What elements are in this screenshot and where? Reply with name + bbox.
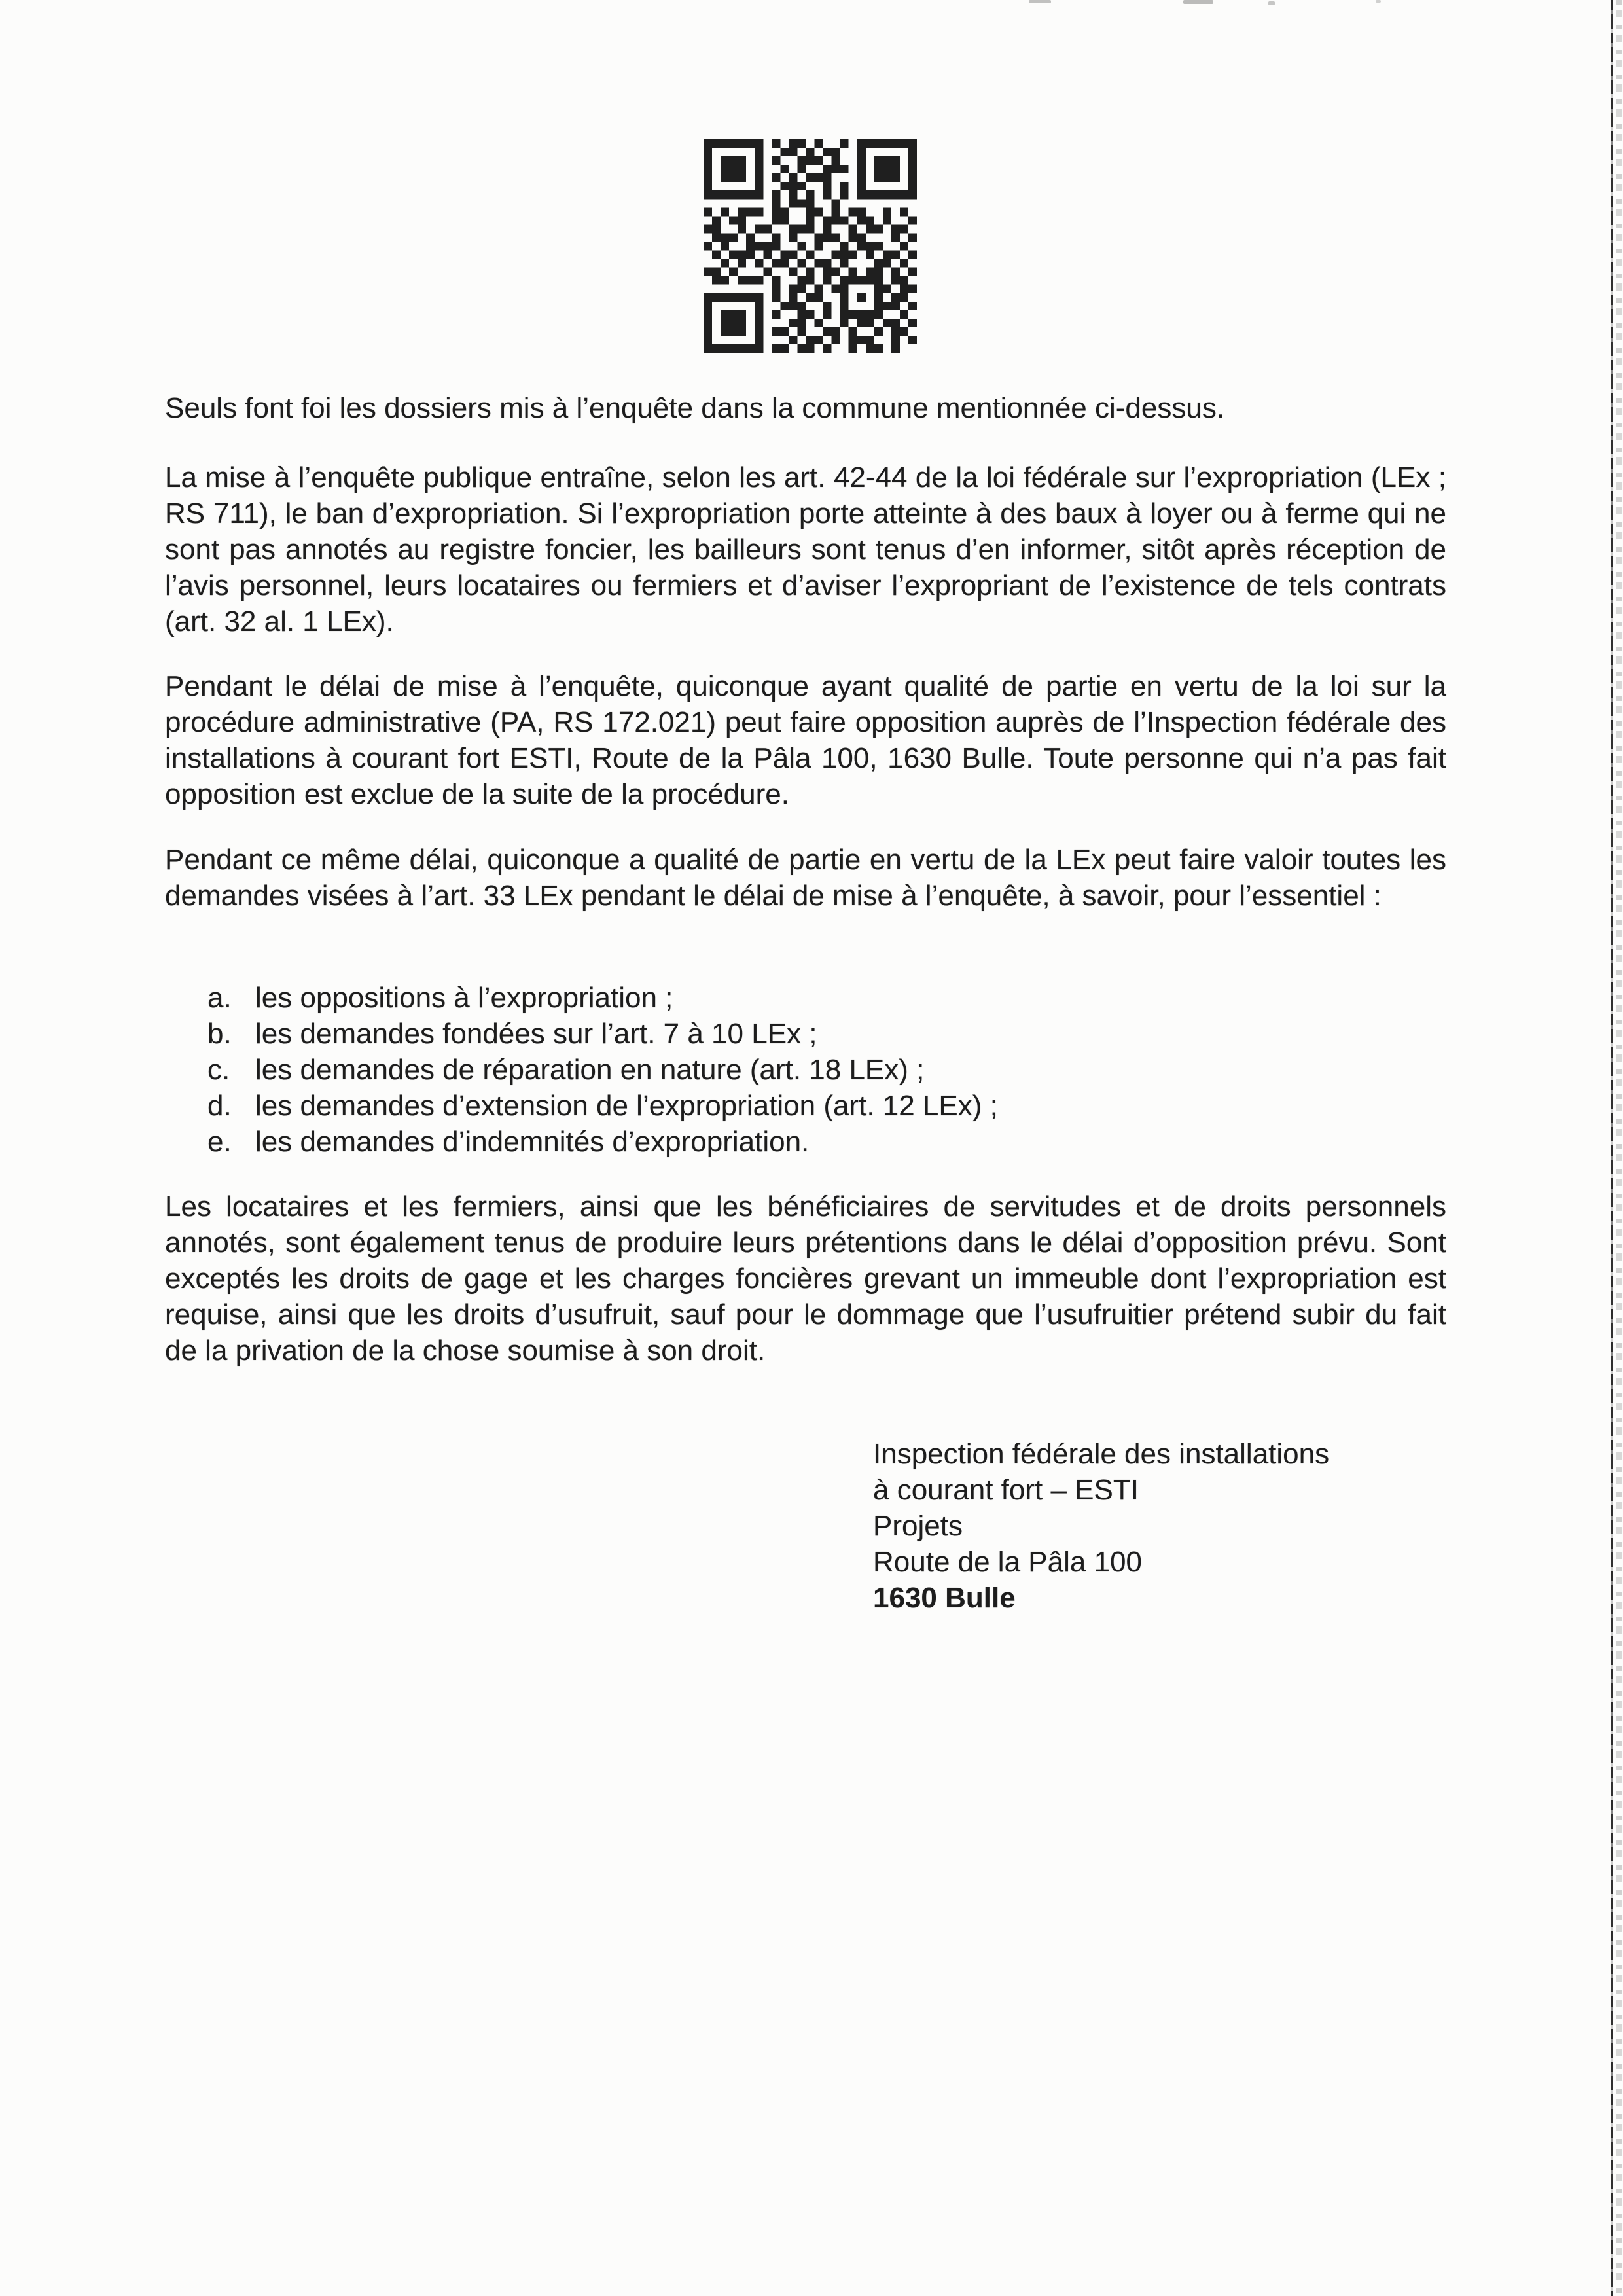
list-item-c [207,1052,1451,1088]
signature-line-organization: Inspection fédérale des installations [873,1438,1330,1470]
paragraph-locataires: Les locataires et les fermiers, ainsi que les bénéficiaires de servitudes et de droits personnels annotés, sont également tenus de produire leurs prétentions dans le délai d’opposition prévu. Sont exceptés les droits de gage et les charges foncières grevant un immeuble dont l’expropriation est requise, ainsi que les droits d’usufruit, sauf pour le dommage que l’usufruitier prétend subir du fait de la privation de la chose soumise à son droit. [165,1191,1446,1367]
scan-noise-speck [1376,0,1381,3]
list-item-marker: c. [207,1054,230,1086]
list-item-text: les demandes d’indemnités d’expropriation. [255,1126,810,1158]
list-item-text: les oppositions à l’expropriation ; [255,982,673,1014]
list-item-b [207,1016,1451,1052]
paragraph-ban-expropriation: La mise à l’enquête publique entraîne, selon les art. 42-44 de la loi fédérale sur l’expropriation (LEx ; RS 711), le ban d’expropriation. Si l’expropriation porte atteinte à des baux à loyer ou à ferme qui ne sont pas annotés au registre foncier, les bailleurs sont tenus d’en informer, sitôt après réception de l’avis personnel, leurs locataires ou fermiers et d’aviser l’expropriant de l’existence de tels contrats (art. 32 al. 1 LEx). [165,461,1446,637]
list-item-e [207,1124,1451,1160]
paragraph-opposition-esti: Pendant le délai de mise à l’enquête, quiconque ayant qualité de partie en vertu de la loi sur la procédure administrative (PA, RS 172.021) peut faire opposition auprès de l’Inspection fédérale des installations à courant fort ESTI, Route de la Pâla 100, 1630 Bulle. Toute personne qui n’a pas fait opposition est exclue de la suite de la procédure. [165,670,1446,810]
list-item-marker: e. [207,1126,232,1158]
signature-line-department: Projets [873,1510,963,1542]
list-item-d [207,1088,1451,1124]
list-item-text: les demandes de réparation en nature (art. 18 LEx) ; [255,1054,925,1086]
scan-artifact-faint-line [1616,0,1622,2296]
scan-noise-speck [1268,1,1275,5]
scan-noise-speck [1029,0,1051,3]
list-item-a [207,980,1451,1016]
list-item-marker: b. [207,1018,232,1050]
scan-artifact-vertical-line [1611,0,1613,2296]
signature-block [873,1436,1329,1616]
list-item-text: les demandes fondées sur l’art. 7 à 10 LEx ; [255,1018,817,1050]
signature-line-street: Route de la Pâla 100 [873,1546,1142,1578]
scan-noise-speck [1183,0,1213,4]
signature-line-esti: à courant fort – ESTI [873,1474,1139,1506]
list-item-text: les demandes d’extension de l’expropriation (art. 12 LEx) ; [255,1090,998,1122]
signature-line-city: 1630 Bulle [873,1582,1016,1614]
qr-code [704,139,917,353]
demands-list [207,980,1451,1160]
intro-paragraph: Seuls font foi les dossiers mis à l’enquête dans la commune mentionnée ci-dessus. [165,392,1225,424]
paragraph-demandes-lex: Pendant ce même délai, quiconque a qualité de partie en vertu de la LEx peut faire valoir toutes les demandes visées à l’art. 33 LEx pendant le délai de mise à l’enquête, à savoir, pour l’essentiel : [165,844,1446,912]
list-item-marker: a. [207,982,232,1014]
list-item-marker: d. [207,1090,232,1122]
